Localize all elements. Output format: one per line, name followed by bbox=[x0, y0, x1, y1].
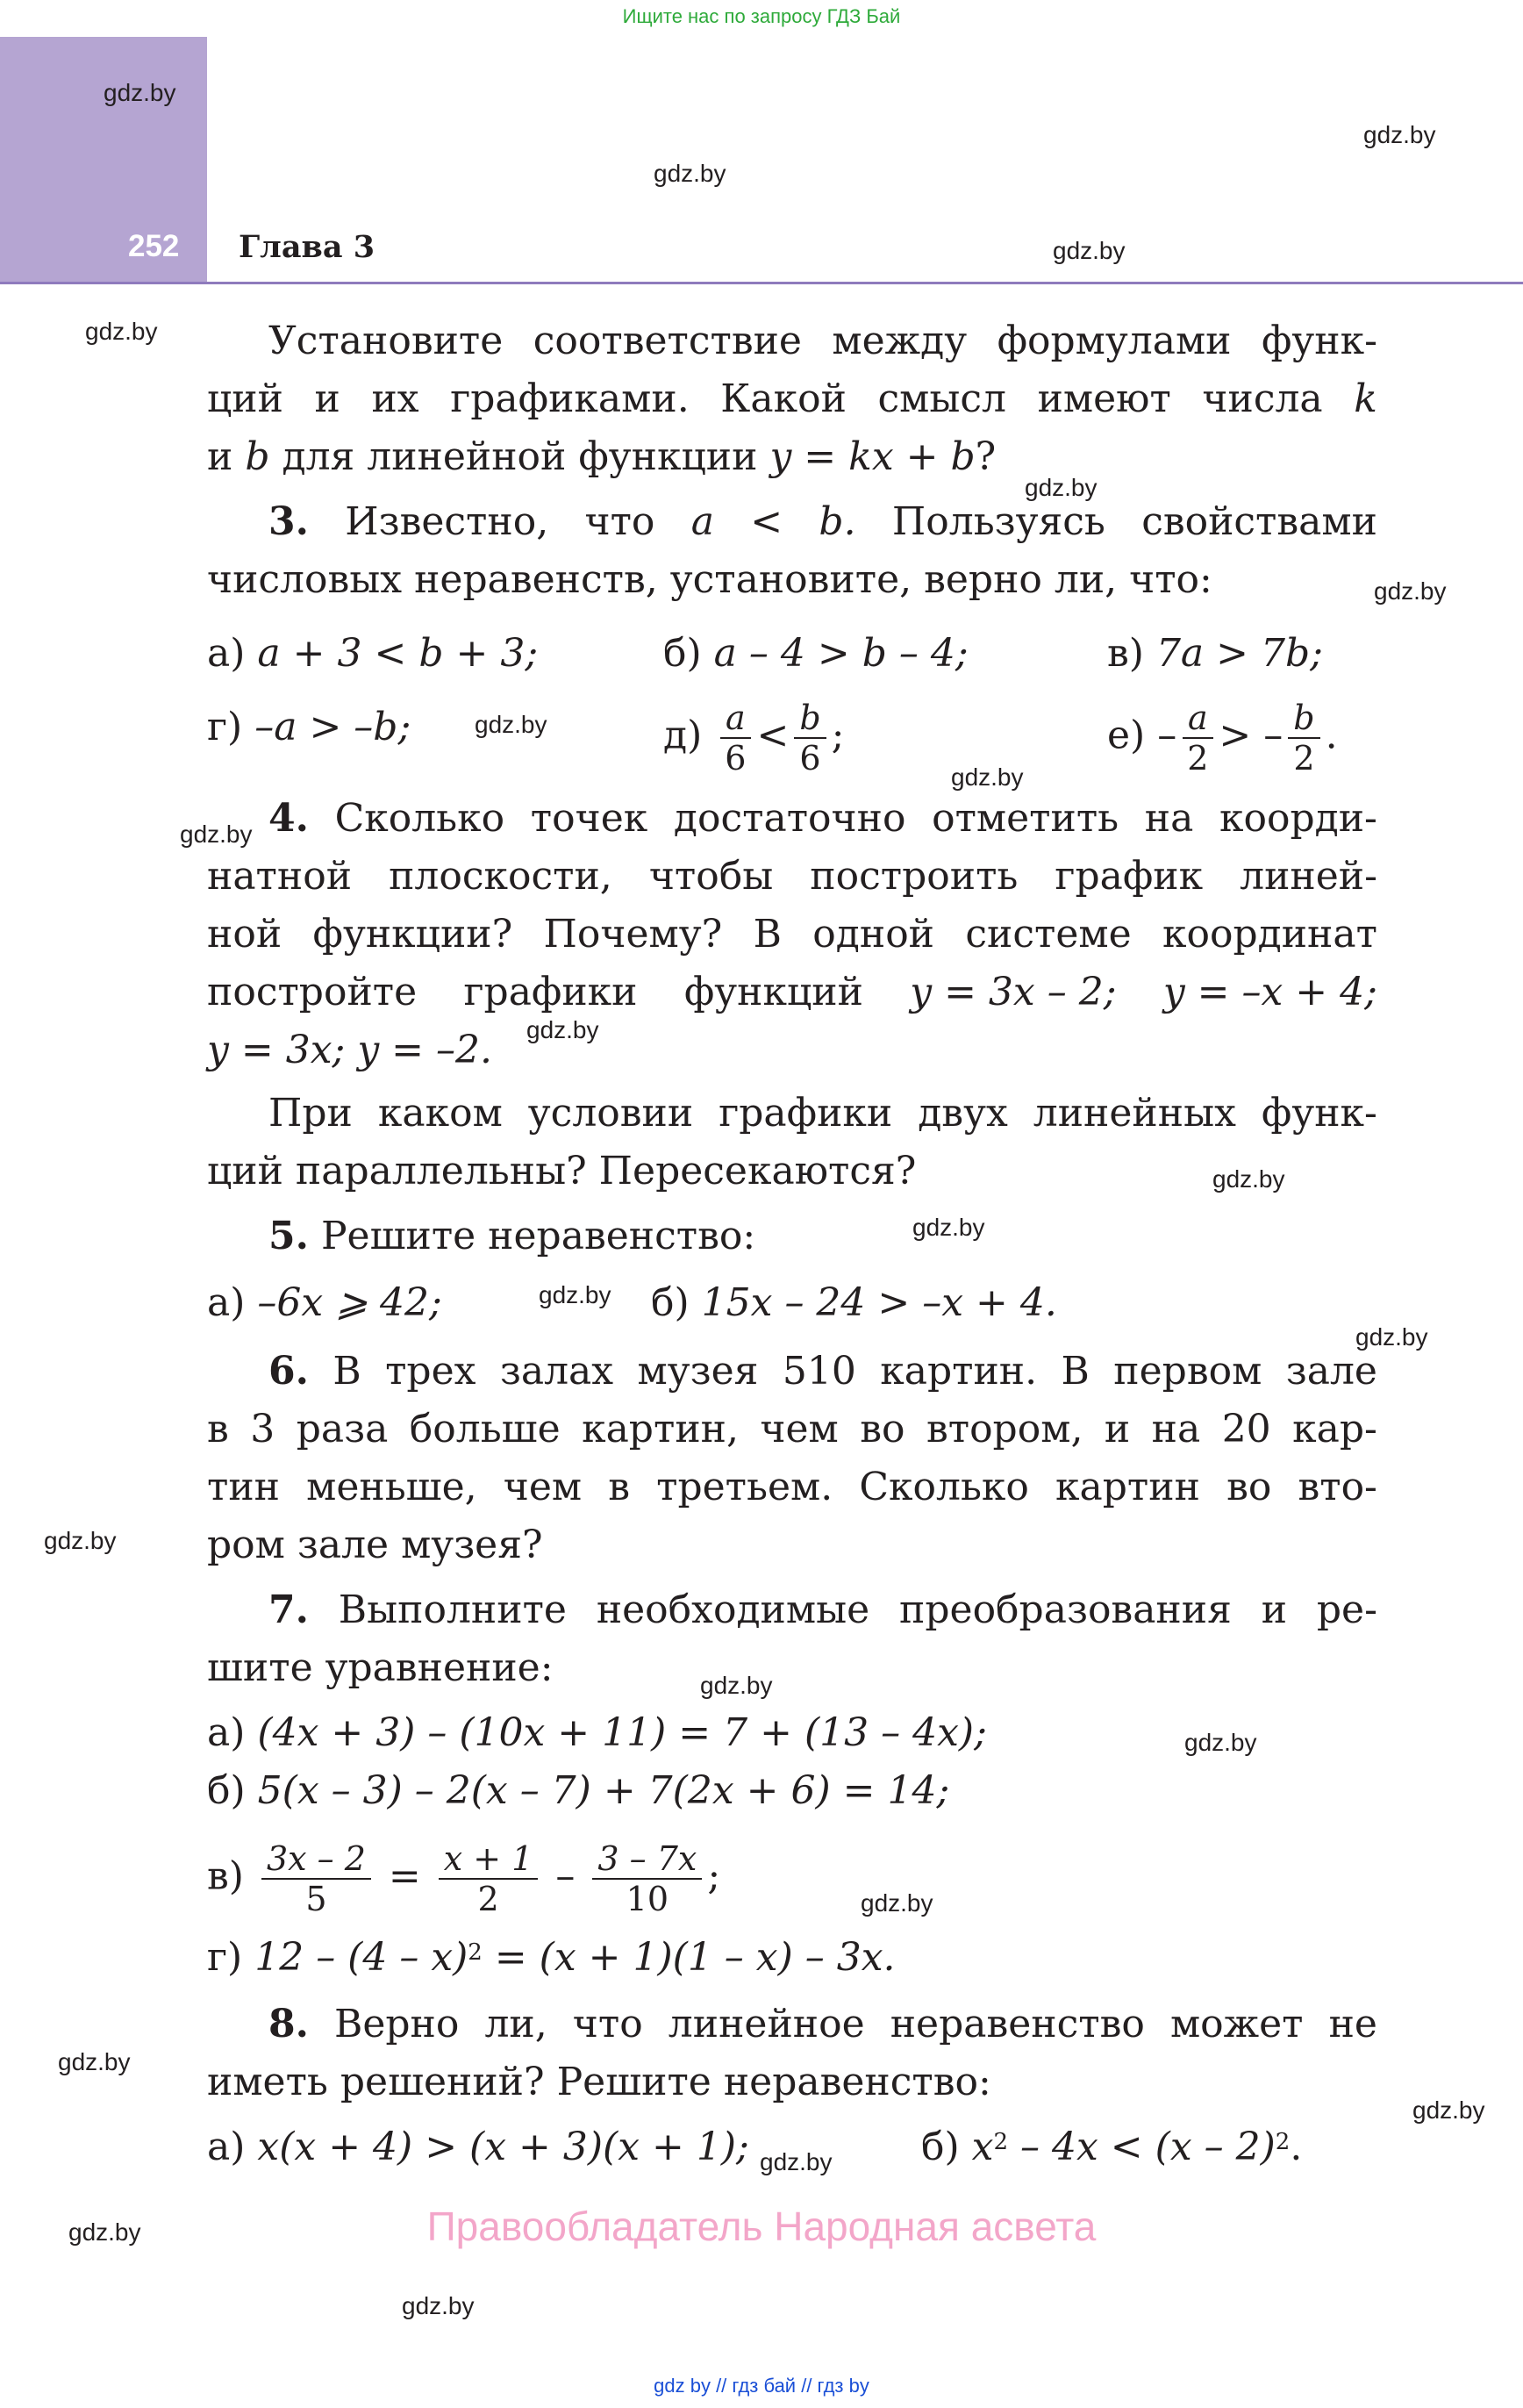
q7-line-1: 7. Выполните необходимые преобразования и ре- bbox=[268, 1587, 1377, 1632]
watermark: gdz.by bbox=[180, 821, 253, 848]
q4-line-5: y = 3x; y = –2. bbox=[207, 1028, 492, 1072]
q7-line-2: шите уравнение: bbox=[207, 1645, 554, 1690]
q4-line-1: 4. Сколько точек достаточно отметить на коорди- bbox=[268, 796, 1377, 841]
q7-item-c: в) $\frac{3x - 2}{5}$ = $\frac{x + 1}{2}$ – $\frac{3 - 7x}{10}$ ; bbox=[207, 1839, 721, 1918]
watermark: gdz.by bbox=[760, 2148, 833, 2175]
q3-item-c: в) 7a > 7b; bbox=[1107, 631, 1323, 676]
watermark: gdz.by bbox=[1053, 237, 1126, 264]
watermark: gdz.by bbox=[1025, 474, 1098, 501]
q7-item-a: а) (4x + 3) – (10x + 11) = 7 + (13 – 4x); bbox=[207, 1710, 987, 1755]
q3-item-f: е) – $\frac{a}{2}$ > – $\frac{b}{2}$ . bbox=[1107, 699, 1338, 778]
watermark: gdz.by bbox=[1355, 1323, 1428, 1351]
watermark: gdz.by bbox=[44, 1527, 117, 1554]
watermark: gdz.by bbox=[539, 1281, 611, 1308]
q4-line-3: ной функции? Почему? В одной системе координат bbox=[207, 912, 1377, 957]
top-banner: Ищите нас по запросу ГДЗ Бай bbox=[622, 5, 901, 27]
page-number: 252 bbox=[128, 229, 180, 263]
q2-line-1: Установите соответствие между формулами функ- bbox=[268, 319, 1377, 363]
q5-item-a: а) –6x ⩾ 42; bbox=[207, 1280, 442, 1325]
q4-para2-line-2: ций параллельны? Пересекаются? bbox=[207, 1149, 917, 1193]
watermark: gdz.by bbox=[1412, 2096, 1485, 2124]
watermark: gdz.by bbox=[68, 2218, 141, 2246]
header-rule bbox=[0, 282, 1523, 284]
watermark: gdz.by bbox=[402, 2292, 475, 2319]
q5-line: 5. Решите неравенство: bbox=[268, 1214, 756, 1258]
fraction: $\frac{3x - 2}{5}$ bbox=[261, 1839, 371, 1918]
watermark: gdz.by bbox=[58, 2048, 131, 2075]
fraction: $\frac{b}{6}$ bbox=[794, 699, 826, 778]
q2-line-3: и b для линейной функции y = kx + b? bbox=[207, 434, 997, 479]
q3-line-1: 3. Известно, что a < b. Пользуясь свойствами bbox=[268, 499, 1377, 544]
fraction: $\frac{3 - 7x}{10}$ bbox=[592, 1839, 702, 1918]
q4-line-4: постройте графики функций y = 3x – 2; y = –x + 4; bbox=[207, 970, 1377, 1014]
watermark: gdz.by bbox=[1184, 1729, 1257, 1756]
q3-item-b: б) a – 4 > b – 4; bbox=[663, 631, 969, 676]
watermark: gdz.by bbox=[1374, 577, 1447, 605]
copyright-footer: Правообладатель Народная асвета bbox=[426, 2204, 1097, 2249]
watermark: gdz.by bbox=[475, 711, 547, 738]
watermark: gdz.by bbox=[654, 160, 726, 187]
q8-line-1: 8. Верно ли, что линейное неравенство может не bbox=[268, 2002, 1377, 2046]
q6-line-2: в 3 раза больше картин, чем во втором, и на 20 кар- bbox=[207, 1407, 1377, 1451]
watermark: gdz.by bbox=[1363, 121, 1436, 148]
q8-item-a: а) x(x + 4) > (x + 3)(x + 1); bbox=[207, 2125, 749, 2169]
q3-line-2: числовых неравенств, установите, верно ли, что: bbox=[207, 557, 1212, 602]
q8-line-2: иметь решений? Решите неравенство: bbox=[207, 2060, 991, 2104]
q3-item-a: а) a + 3 < b + 3; bbox=[207, 631, 539, 676]
watermark: gdz.by bbox=[85, 318, 158, 345]
watermark: gdz.by bbox=[861, 1889, 933, 1917]
watermark: gdz.by bbox=[104, 79, 176, 106]
watermark: gdz.by bbox=[526, 1016, 599, 1043]
fraction: $\frac{b}{2}$ bbox=[1288, 699, 1319, 778]
bottom-links[interactable]: gdz by // гдз бай // гдз by bbox=[654, 2375, 869, 2397]
q4-para2-line-1: При каком условии графики двух линейных функ- bbox=[268, 1091, 1377, 1136]
q6-line-3: тин меньше, чем в третьем. Сколько картин во вто- bbox=[207, 1465, 1377, 1509]
q4-line-2: натной плоскости, чтобы построить график линей- bbox=[207, 854, 1377, 899]
q2-line-2: ций и их графиками. Какой смысл имеют числа k bbox=[207, 376, 1377, 421]
q3-item-d: г) –a > –b; bbox=[207, 705, 411, 749]
watermark: gdz.by bbox=[700, 1672, 773, 1699]
watermark: gdz.by bbox=[1212, 1165, 1285, 1193]
q6-line-1: 6. В трех залах музея 510 картин. В первом зале bbox=[268, 1349, 1377, 1394]
q6-line-4: ром зале музея? bbox=[207, 1523, 543, 1567]
watermark: gdz.by bbox=[951, 763, 1024, 791]
q8-item-b: б) $x^2 - 4x < (x - 2)^2$. bbox=[921, 2125, 1303, 2169]
q3-item-e: д) $\frac{a}{6}$ < $\frac{b}{6}$ ; bbox=[663, 699, 845, 778]
q7-item-b: б) 5(x – 3) – 2(x – 7) + 7(2x + 6) = 14; bbox=[207, 1768, 950, 1813]
fraction: $\frac{x + 1}{2}$ bbox=[439, 1839, 539, 1918]
fraction: $\frac{a}{2}$ bbox=[1182, 699, 1213, 778]
q7-item-d: г) 12 – (4 – x)$^2$ = (x + 1)(1 – x) – 3x. bbox=[207, 1935, 896, 1980]
fraction: $\frac{a}{6}$ bbox=[719, 699, 751, 778]
q5-item-b: б) 15x – 24 > –x + 4. bbox=[651, 1280, 1057, 1325]
chapter-title: Глава 3 bbox=[239, 229, 375, 265]
watermark: gdz.by bbox=[912, 1214, 985, 1241]
